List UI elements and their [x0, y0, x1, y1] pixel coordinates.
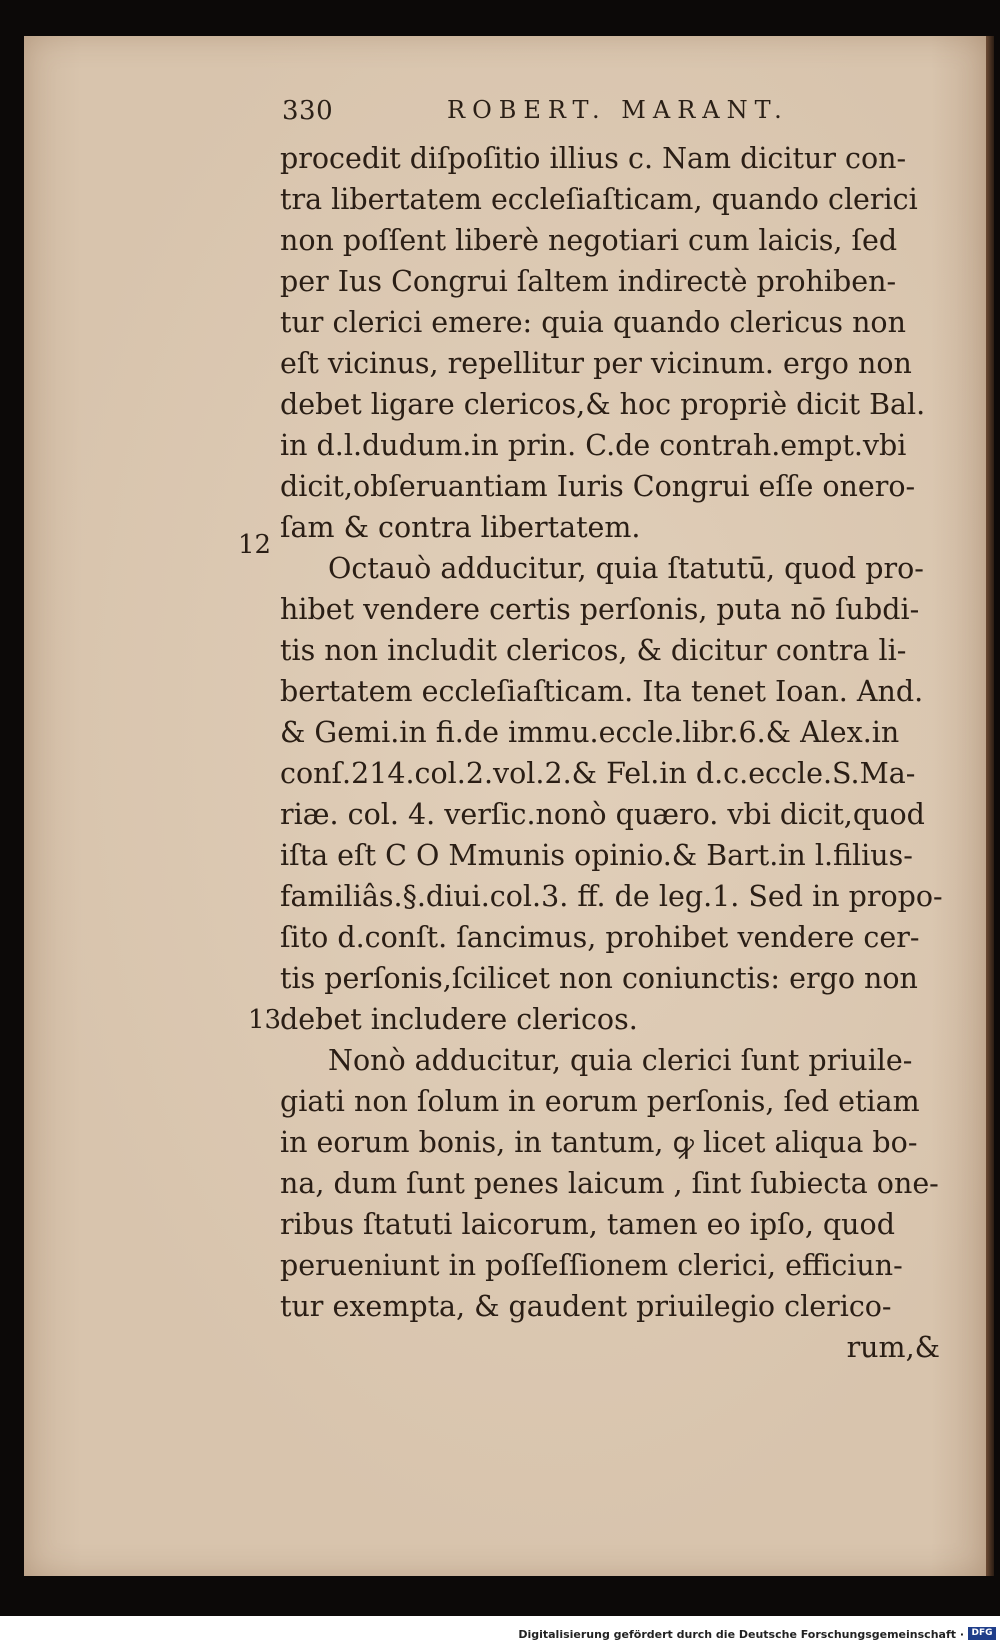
text-line: debet includere clericos. — [280, 1003, 638, 1036]
text-line: ſito d.conſt. ſancimus, prohibet vendere cer- — [280, 921, 920, 954]
page-number: 330 — [282, 96, 334, 126]
text-line: procedit diſpoſitio illius c. Nam dicitur con- — [280, 142, 907, 175]
text-line: per Ius Congrui ſaltem indirectè prohiben- — [280, 265, 897, 298]
running-head: ROBERT. MARANT. — [447, 96, 789, 124]
text-line: Octauò adducitur, quia ſtatutū, quod pro- — [328, 552, 924, 585]
text-line: giati non ſolum in eorum perſonis, ſed etiam — [280, 1085, 920, 1118]
text-line: eſt vicinus, repellitur per vicinum. ergo non — [280, 347, 912, 380]
funding-credit: Digitalisierung gefördert durch die Deutsche Forschungsgemeinschaft · — [518, 1628, 964, 1641]
text-line: hibet vendere certis perſonis, puta nō ſubdi- — [280, 593, 920, 626]
text-line: riæ. col. 4. verſic.nonò quæro. vbi dicit,quod — [280, 798, 925, 831]
body-text — [280, 138, 980, 1368]
text-line: iſta eſt C O Mmunis opinio.& Bart.in l.filius- — [280, 839, 913, 872]
text-line: debet ligare clericos,& hoc propriè dicit Bal. — [280, 388, 926, 421]
text-line: dicit,obſeruantiam Iuris Congrui eſſe onero- — [280, 470, 916, 503]
margin-number-12: 12 — [238, 530, 272, 560]
text-line: tur exempta, & gaudent priuilegio clerico- — [280, 1290, 892, 1323]
text-line: tur clerici emere: quia quando clericus non — [280, 306, 906, 339]
text-line: tis perſonis,ſcilicet non coniunctis: ergo non — [280, 962, 918, 995]
text-line: Nonò adducitur, quia clerici ſunt priuile- — [328, 1044, 913, 1077]
text-line: ribus ſtatuti laicorum, tamen eo ipſo, quod — [280, 1208, 895, 1241]
text-line: in d.l.dudum.in prin. C.de contrah.empt.vbi — [280, 429, 907, 462]
margin-number-13: 13 — [248, 1005, 282, 1035]
text-line: tis non includit clericos, & dicitur contra li- — [280, 634, 907, 667]
text-line: & Gemi.in fi.de immu.eccle.libr.6.& Alex.in — [280, 716, 900, 749]
text-line: ſam & contra libertatem. — [280, 511, 641, 544]
page-edge — [986, 36, 994, 1576]
text-line: perueniunt in poſſeſſionem clerici, efficiun- — [280, 1249, 903, 1282]
catchword: rum,& — [846, 1331, 940, 1364]
text-line: conſ.214.col.2.vol.2.& Fel.in d.c.eccle.S.Ma- — [280, 757, 916, 790]
text-line: non poſſent liberè negotiari cum laicis, ſed — [280, 224, 898, 257]
dfg-logo-icon: DFG — [968, 1627, 996, 1640]
text-line: in eorum bonis, in tantum, ꝙ licet aliqua bo- — [280, 1126, 918, 1159]
text-line: tra libertatem eccleſiaſticam, quando clerici — [280, 183, 918, 216]
text-line: bertatem eccleſiaſticam. Ita tenet Ioan. And. — [280, 675, 924, 708]
text-line: familiâs.§.diui.col.3. ff. de leg.1. Sed in propo- — [280, 880, 943, 913]
text-line: na, dum ſunt penes laicum , ſint ſubiecta one- — [280, 1167, 939, 1200]
